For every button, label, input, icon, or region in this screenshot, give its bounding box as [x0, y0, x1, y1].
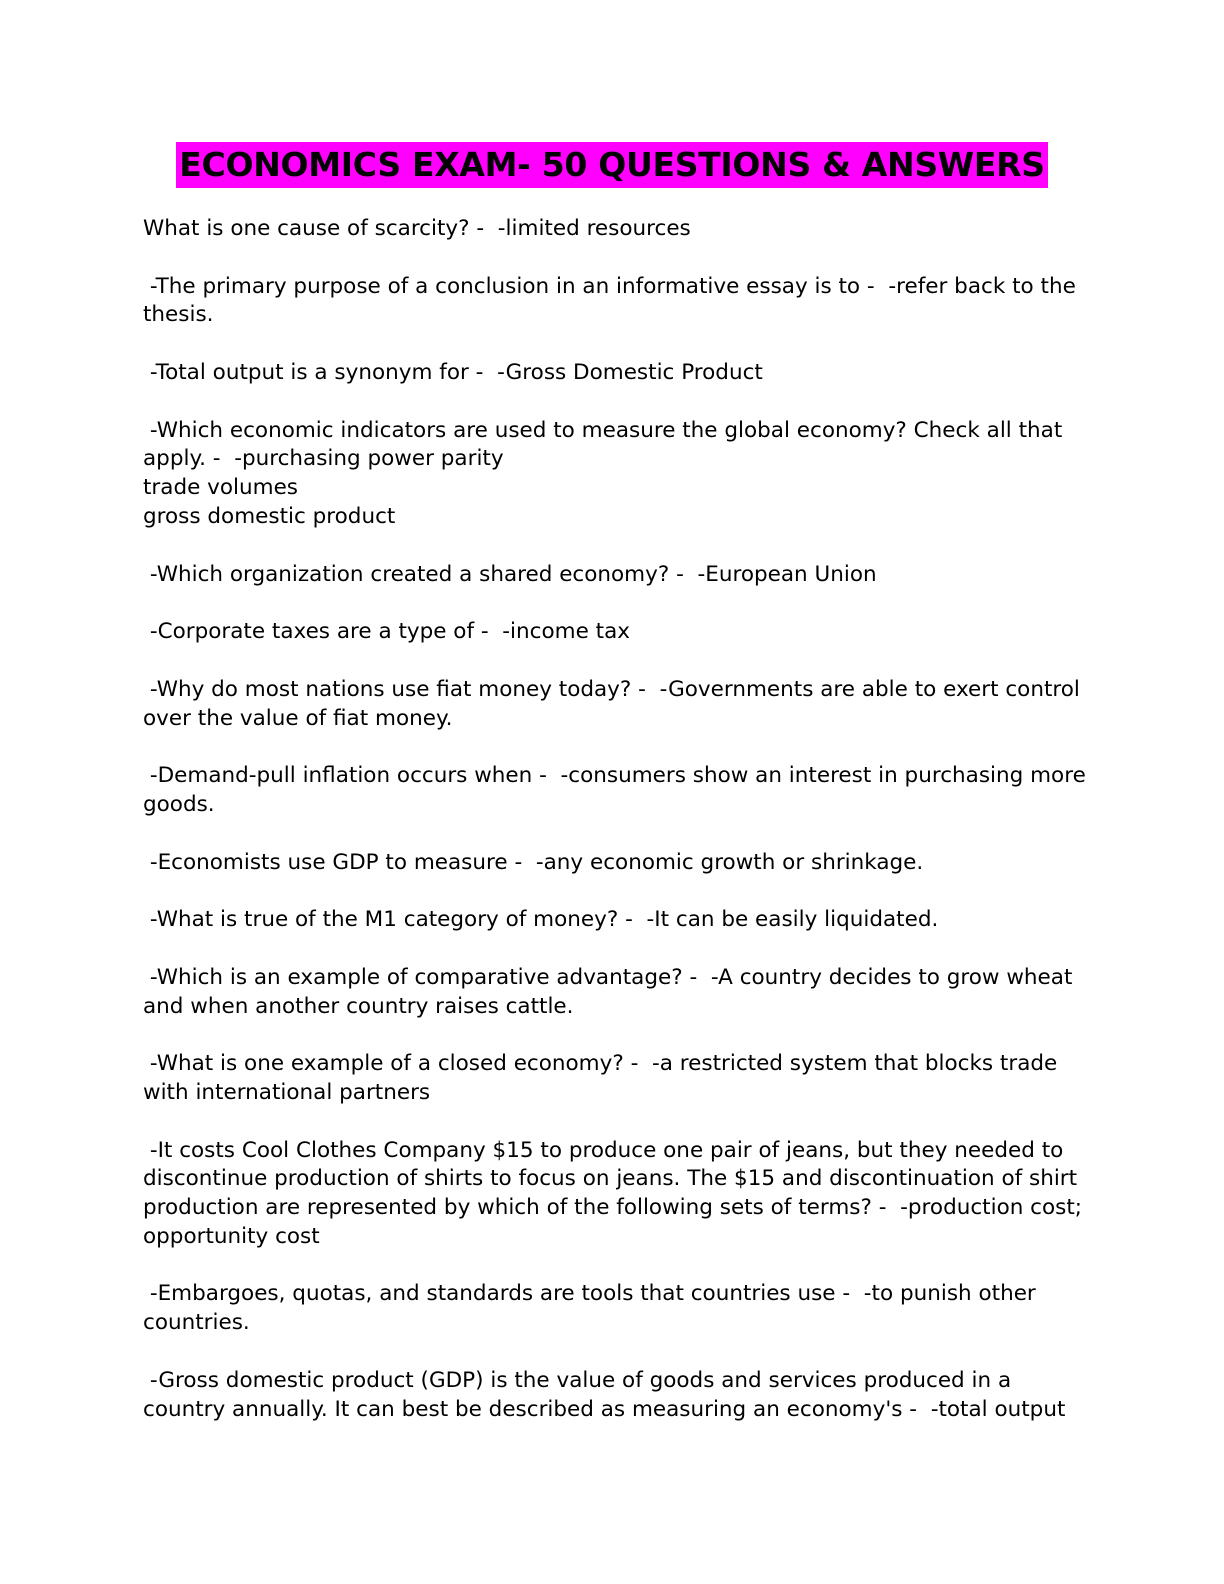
title-wrapper: [0, 142, 1224, 188]
qa-line: -It costs Cool Clothes Company $15 to produce one pair of jeans, but they needed to: [143, 1137, 1064, 1163]
qa-item: [143, 1280, 1083, 1338]
qa-line: -What is true of the M1 category of money? - -It can be easily liquidated.: [143, 907, 939, 933]
qa-item: [143, 1367, 1083, 1425]
qa-line: with international partners: [143, 1079, 431, 1105]
qa-line: -Demand-pull inflation occurs when - -consumers show an interest in purchasing more: [143, 763, 1086, 789]
qa-line: production are represented by which of the following sets of terms? - -production cost;: [143, 1195, 1083, 1221]
qa-line: gross domestic product: [143, 503, 396, 529]
qa-item: [143, 273, 1083, 331]
qa-line: opportunity cost: [143, 1223, 320, 1249]
qa-line: -Gross domestic product (GDP) is the value of goods and services produced in a: [143, 1367, 1012, 1393]
qa-line: -What is one example of a closed economy? - -a restricted system that blocks trade: [143, 1051, 1058, 1077]
qa-item: [143, 1137, 1083, 1252]
qa-line: trade volumes: [143, 475, 299, 501]
qa-line: apply. - -purchasing power parity: [143, 446, 504, 472]
qa-item: [143, 1050, 1083, 1108]
qa-item: [143, 762, 1086, 820]
qa-line: discontinue production of shirts to focus on jeans. The $15 and discontinuation of shirt: [143, 1166, 1078, 1192]
qa-line: and when another country raises cattle.: [143, 993, 574, 1019]
qa-item: [143, 849, 1083, 878]
question-list: [143, 215, 1086, 1453]
qa-line: -Total output is a synonym for - -Gross Domestic Product: [143, 359, 763, 385]
qa-item: [143, 964, 1083, 1022]
qa-line: -Economists use GDP to measure - -any economic growth or shrinkage.: [143, 849, 924, 875]
qa-item: [143, 906, 1083, 935]
qa-line: -Which organization created a shared economy? - -European Union: [143, 561, 877, 587]
qa-line: -Corporate taxes are a type of - -income tax: [143, 619, 630, 645]
qa-line: -The primary purpose of a conclusion in an informative essay is to - -refer back to the: [143, 273, 1076, 299]
qa-line: thesis.: [143, 302, 214, 328]
qa-item: [143, 359, 1083, 388]
qa-line: -Which is an example of comparative advantage? - -A country decides to grow wheat: [143, 964, 1073, 990]
qa-line: over the value of fiat money.: [143, 705, 453, 731]
qa-item: [143, 417, 1083, 532]
qa-line: What is one cause of scarcity? - -limited resources: [143, 216, 691, 241]
document-title: ECONOMICS EXAM- 50 QUESTIONS & ANSWERS: [176, 142, 1047, 188]
qa-item: [143, 215, 1083, 244]
qa-item: [143, 561, 1083, 590]
qa-item: [143, 676, 1083, 734]
qa-line: -Why do most nations use fiat money today? - -Governments are able to exert control: [143, 676, 1080, 702]
qa-line: country annually. It can best be described as measuring an economy's - -total output: [143, 1396, 1066, 1422]
qa-item: [143, 618, 1083, 647]
qa-line: -Which economic indicators are used to measure the global economy? Check all that: [143, 417, 1063, 443]
qa-line: goods.: [143, 791, 215, 817]
qa-line: -Embargoes, quotas, and standards are tools that countries use - -to punish other: [143, 1281, 1036, 1307]
qa-line: countries.: [143, 1310, 250, 1336]
